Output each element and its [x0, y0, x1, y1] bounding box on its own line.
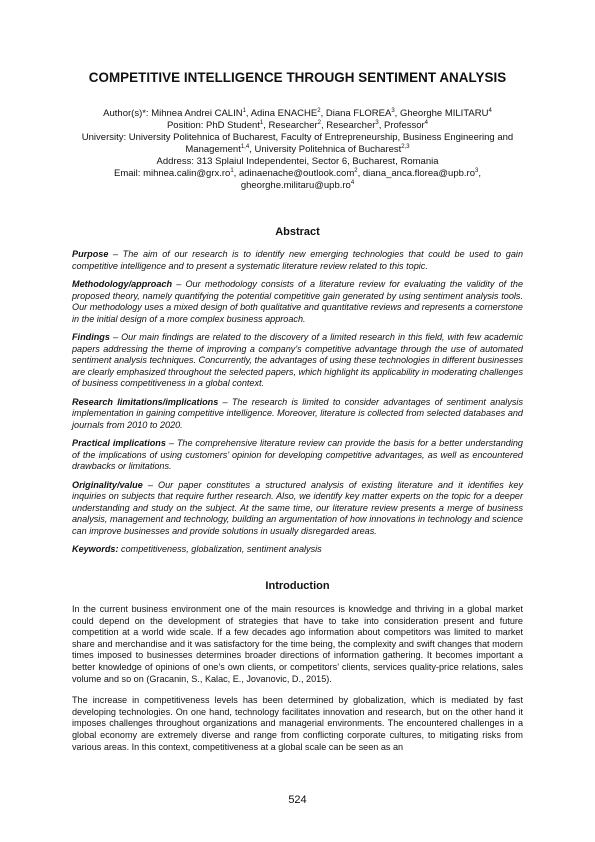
abstract-practical: Practical implications – The comprehensive literature review can provide the basis for a better understanding of the implications of using customers’ opinion for developing competitive advantages, as well as encountered drawbacks or limitations.: [72, 438, 523, 471]
paper-title: COMPETITIVE INTELLIGENCE THROUGH SENTIMENT ANALYSIS: [88, 70, 507, 85]
intro-paragraph: The increase in competitiveness levels has been determined by globalization, which is mediated by fast developing technologies. On one hand, technology facilitates innovation and research, but on the other hand it imposes challenges throughout organizations and managerial environments. The encountered challenges in a global economy are extremely diverse and range from conflicting corporate cultures, to mitigating risks from various areas. In this context, competitiveness at a global scale can be seen as an: [72, 695, 523, 752]
abstract-purpose: Purpose – The aim of our research is to identify new emerging technologies that could be used to gain competitive intelligence and to present a systematic literature review related to this topic.: [72, 249, 523, 271]
page-number: 524: [288, 794, 307, 806]
author-block: [60, 108, 535, 192]
abstract-methodology: Methodology/approach – Our methodology consists of a literature review for evaluating the validity of the proposed theory, namely quantifying the potential competitive gain generated by using sentiment analysis tools. Our methodology uses a mixed design of both qualitative and quantitative reviews and represents a cornerstone in the initial design of a more complex business approach.: [72, 279, 523, 324]
introduction-heading: Introduction: [265, 580, 330, 592]
abstract-limitations: Research limitations/implications – The research is limited to consider advantages of sentiment analysis implementation in gaining competitive intelligence. Moreover, literature is collected from selected databases and journals from 2010 to 2020.: [72, 396, 523, 430]
abstract-heading: Abstract: [275, 226, 320, 238]
author-name: Mihnea Andrei CALIN: [151, 108, 243, 119]
address-line: Address: 313 Splaiul Independentei, Sector 6, Bucharest, Romania: [156, 156, 439, 167]
position-line: Position: PhD Student$^1$, Researcher$^2$, Researcher$^3$, Professor$^4$: [166, 119, 429, 131]
author-name: Gheorghe MILITARU: [399, 108, 489, 119]
author-line: Author(s)*: Mihnea Andrei CALIN$^1$, Adina ENACHE$^2$, Diana FLOREA$^3$, Gheorghe MILITARU$^4$: [103, 107, 492, 119]
author-label: Author(s)*:: [103, 108, 149, 119]
abstract-body: [72, 249, 523, 563]
author-name: Adina ENACHE: [250, 108, 318, 119]
email-line: Email: $mihnea.calin@grx.ro^1$, adinaenache@outlook.com$^2$, $diana\_anca.florea@upb.ro^3$, $gheorghe.militaru@upb.ro^4$: [114, 167, 481, 191]
author-name: Diana FLOREA: [325, 108, 392, 119]
introduction-body: [72, 604, 523, 763]
abstract-keywords: Keywords: competitiveness, globalization, sentiment analysis: [72, 544, 322, 554]
email-link[interactable]: gheorghe.militaru@upb.ro: [240, 180, 351, 191]
email-link[interactable]: adinaenache@outlook.com: [238, 168, 355, 179]
email-link[interactable]: diana_anca.florea@upb.ro: [362, 168, 475, 179]
university-line: University: University Politehnica of Bucharest, Faculty of Entrepreneurship, Business Engineering and Management$^{1,4}$, University Politehnica of Bucharest$^{2,3}$: [81, 132, 514, 155]
email-link[interactable]: mihnea.calin@grx.ro: [143, 168, 231, 179]
abstract-findings: Findings – Our main findings are related to the discovery of a limited research in this field, with few academic papers addressing the theme of improving a company’s competitive advantage through the use of automated sentiment analysis techniques. Concurrently, the advantages of using these technologies in different businesses are clearly emphasized throughout the selected papers, which highlight its applicability in moderating challenges of business competitiveness in a global context.: [72, 332, 523, 388]
intro-paragraph: In the current business environment one of the main resources is knowledge and thriving in a global market could depend on the development of strategies that have to take into consideration present and future competition at a world wide scale. If a few decades ago information about competitors was limited to market share and merchandise and it was satisfactory for the time being, the complexity and swift changes that modern times imposed to businesses determines broader directions of information gathering. It becomes important a better knowledge of opinions of one’s own clients, or competitors’ clients, services quality-price relations, sales volume and so on (Gracanin, S., Kalac, E., Jovanovic, D., 2015).: [72, 604, 523, 684]
abstract-originality: Originality/value – Our paper constitutes a structured analysis of existing literature and it identifies key inquiries on subjects that require further research. Also, we identify key matter experts on the topic for a deeper understanding and study on the subject. At the same time, our literature review presents a merge of business analysis, management and technology, building an argumentation of how innovations in technology and science can improve businesses and provide solutions in usually disregarded areas.: [72, 479, 523, 536]
